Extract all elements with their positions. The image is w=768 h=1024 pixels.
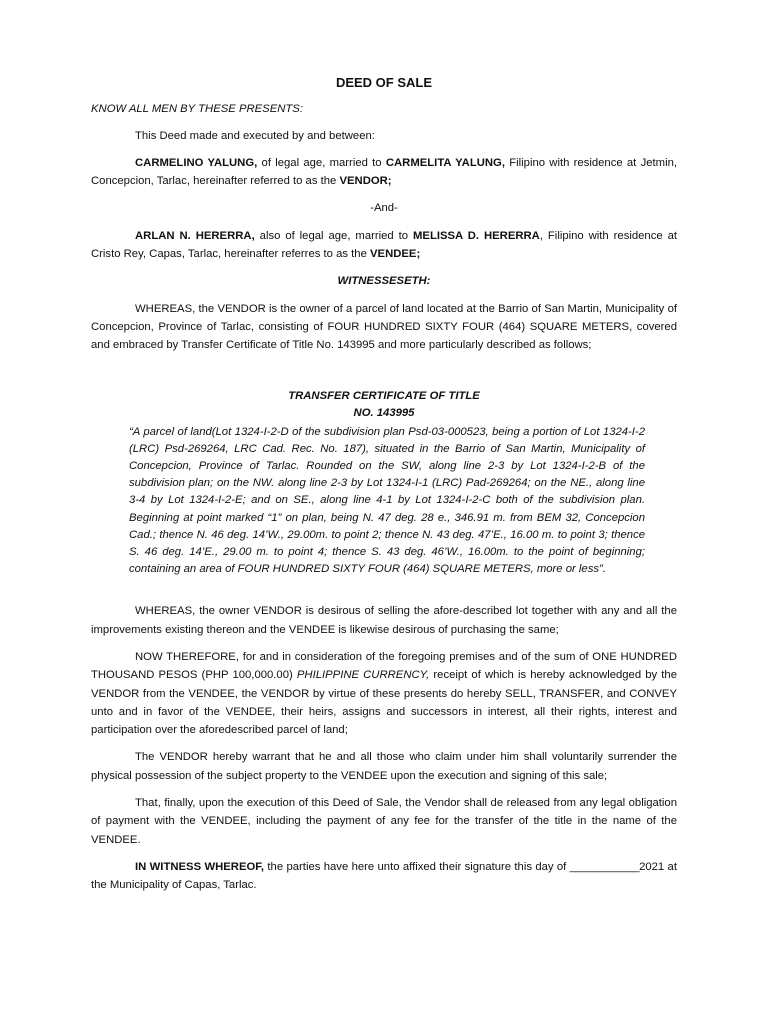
conveyance-text: receipt of which is hereby acknowledged by the VENDOR from the VENDEE, the VENDOR by virtue of these presents do hereby SELL, TRANSFER, and CONVEY unto and in favor of the VENDEE, their heirs, assigns and successors in interest, all their rights, interest and participation over the aforedescribed parcel of land; (91, 669, 677, 737)
document-title: DEED OF SALE (335, 75, 433, 90)
vendor-role: VENDOR; (339, 175, 392, 188)
witness-lead: IN WITNESS WHEREOF, (135, 860, 265, 873)
vendee-paragraph (91, 227, 677, 264)
warranty-paragraph: The VENDOR hereby warrant that he and all those who claim under him shall voluntarily surrender the physical possession of the subject property to the VENDEE upon the execution and signing of this sale; (91, 751, 677, 782)
intro-line: KNOW ALL MEN BY THESE PRESENTS: (91, 103, 303, 116)
vendee-role: VENDEE; (370, 248, 421, 261)
currency-text: PHILIPPINE CURRENCY, (296, 669, 430, 682)
vendee-mid-text: also of legal age, married to (254, 229, 413, 242)
vendor-mid-text: of legal age, married to (257, 156, 386, 169)
land-description: “A parcel of land(Lot 1324-I-2-D of the subdivision plan Psd-03-000523, being a portion of Lot 1324-I-2 (LRC) Psd-269264, LRC Cad. Rec. No. 187), situated in the Barrio of San Martin, Municipality of Concepcion, Province of Tarlac. Rounded on the SW, along line 2-3 by Lot 1324-I-2-B of the subdivision plan; on the NW. along line 2-3 by Lot 1324-I-1 (LRC) Pad-269264; on the NE., along line 3-4 by Lot 1324-I-2-E; and on SE., along line 4-1 by Lot 1324-I-2-C both of the subdivision plan. Beginning at point marked “1” on plan, being N. 47 deg. 28 e., 346.91 m. from BEM 32, Concepcion Cad.; thence N. 46 deg. 14’W., 29.00m. to point 2; thence N. 43 deg. 47’E., 16.00 m. to point 3; thence S. 46 deg. 14’E., 29.00 m. to point 4; thence S. 43 deg. 46’W., 16.00m. to the point of beginning; containing an area of FOUR HUNDRED SIXTY FOUR (464) SQUARE METERS, more or less”. (129, 425, 645, 576)
vendor-paragraph (91, 154, 677, 191)
whereas-sale-paragraph: WHEREAS, the owner VENDOR is desirous of selling the afore-described lot together with any and all the improvements existing thereon and the VENDEE is likewise desirous of purchasing the same; (91, 605, 677, 636)
whereas-owner-paragraph: WHEREAS, the VENDOR is the owner of a parcel of land located at the Barrio of San Martin, Municipality of Concepcion, Province of Tarlac, consisting of FOUR HUNDRED SIXTY FOUR (464) SQUARE METERS, covered and embraced by Transfer Certificate of Title No. 143995 and more particularly described as follows; (91, 302, 677, 352)
vendor-spouse: CARMELITA YALUNG, (385, 156, 505, 169)
now-therefore-paragraph (91, 648, 677, 739)
witness-paragraph (91, 858, 677, 895)
vendor-name: CARMELINO YALUNG, (135, 156, 258, 169)
deed-document (91, 74, 677, 904)
consideration-text: NOW THEREFORE, for and in consideration of the foregoing premises and of the sum of ONE HUNDRED THOUSAND PESOS (PHP 100,000.00) (91, 650, 677, 682)
witness-text: the parties have here unto affixed their signature this day of (264, 860, 570, 873)
opening-paragraph: This Deed made and executed by and between: (135, 129, 375, 142)
date-blank-line: ____________ (569, 860, 640, 873)
vendee-spouse: MELISSA D. HERERRA (413, 229, 540, 242)
witness-tail: 2021 at the Municipality of Capas, Tarlac. (91, 860, 677, 892)
vendor-rest-text: Filipino with residence at Jetmin, Concepcion, Tarlac, hereinafter referred to as the (91, 156, 678, 188)
vendee-rest-text: , Filipino with residence at Cristo Rey, Capas, Tarlac, hereinafter referres to as the (91, 229, 677, 261)
tct-heading: TRANSFER CERTIFICATE OF TITLE (288, 389, 480, 402)
release-paragraph: That, finally, upon the execution of this Deed of Sale, the Vendor shall de released from any legal obligation of payment with the VENDEE, including the payment of any fee for the transfer of the title in the name of the VENDEE. (91, 797, 677, 846)
and-separator: -And- (370, 202, 398, 215)
vendee-name: ARLAN N. HERERRA, (135, 229, 255, 242)
tct-number: NO. 143995 (353, 406, 415, 419)
witnesseth-heading: WITNESSESETH: (337, 275, 431, 288)
